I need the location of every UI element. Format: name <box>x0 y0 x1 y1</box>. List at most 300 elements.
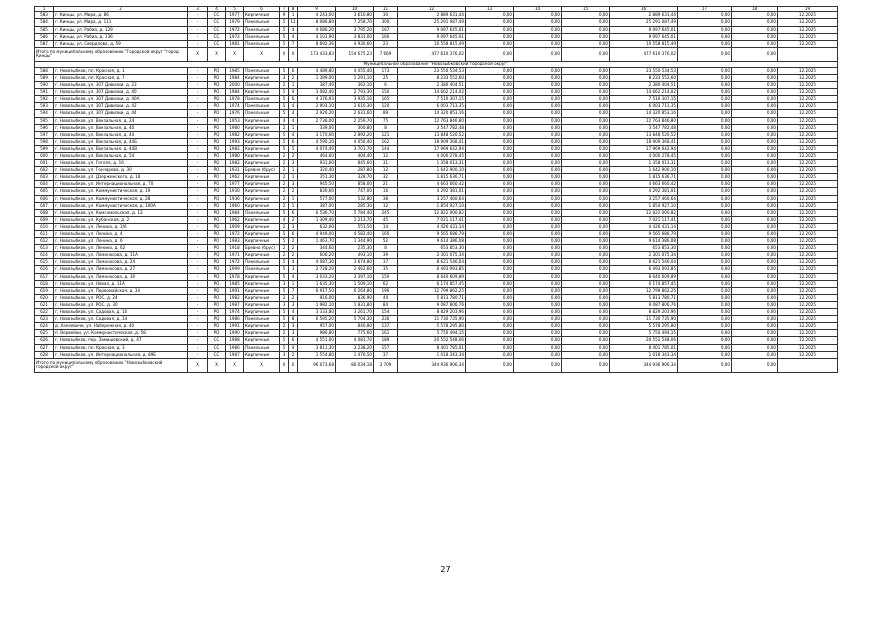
table-cell: 4 489,80 <box>298 67 336 74</box>
table-cell: 0,00 <box>678 74 732 81</box>
table-cell: 0,00 <box>678 287 732 294</box>
total-empty-cell <box>778 358 838 372</box>
table-cell: - <box>188 74 208 81</box>
column-number-cell: 11 <box>374 7 398 12</box>
table-cell: 916,00 <box>298 294 336 301</box>
table-cell: 84 <box>374 301 398 308</box>
table-cell: Панельные <box>244 33 280 40</box>
table-cell: 20 552 548,06 <box>398 337 466 344</box>
table-cell: 162 <box>374 138 398 145</box>
table-cell: 1971 <box>226 252 244 259</box>
table-cell: 4 055,40 <box>336 67 374 74</box>
table-cell: 0,00 <box>678 26 732 33</box>
table-cell: Панельные <box>244 67 280 74</box>
table-cell: 0,00 <box>562 12 610 19</box>
table-cell: Кирпичные <box>244 12 280 19</box>
table-cell: 0,00 <box>466 273 514 280</box>
table-cell: 0,00 <box>732 145 778 152</box>
table-row <box>35 259 838 266</box>
table-cell: 12.2025 <box>778 33 838 40</box>
table-cell: 3 831,00 <box>336 33 374 40</box>
table-cell: 230 <box>374 316 398 323</box>
table-cell: 0,00 <box>732 202 778 209</box>
table-cell: 11 730 735,90 <box>398 316 466 323</box>
table-cell: - <box>188 238 208 245</box>
table-row <box>35 309 838 316</box>
table-cell: 0,00 <box>562 337 610 344</box>
table-cell: - <box>188 89 208 96</box>
table-row <box>35 96 838 103</box>
table-cell: 4 949,00 <box>298 231 336 238</box>
table-cell: 4 376,93 <box>298 96 336 103</box>
table-cell: 0,00 <box>562 287 610 294</box>
table-cell: Кирпичные <box>244 273 280 280</box>
address-cell: д. Халеевичи, ул. Набережная, д. 40 <box>54 323 188 330</box>
table-cell: 150 <box>374 273 398 280</box>
table-cell: 0,00 <box>732 216 778 223</box>
table-cell: 7 021 117,41 <box>610 216 678 223</box>
table-cell: 0,00 <box>514 216 562 223</box>
table-cell: 1974 <box>226 103 244 110</box>
table-cell: 1982 <box>226 294 244 301</box>
table-cell: РО <box>208 245 226 252</box>
table-cell: РО <box>208 273 226 280</box>
table-cell: Кирпичные <box>244 195 280 202</box>
table-cell: 4 551,00 <box>298 337 336 344</box>
table-cell: 31 <box>374 160 398 167</box>
address-cell: г. Новозыбков, ул. Первомайская, д. 34 <box>54 287 188 294</box>
table-cell: 4 <box>289 344 298 351</box>
table-cell: 5 813 780,71 <box>398 294 466 301</box>
table-row <box>35 287 838 294</box>
table-cell: 12 822 000,82 <box>610 209 678 216</box>
table-cell: 12.2025 <box>778 252 838 259</box>
table-cell: 0,00 <box>466 231 514 238</box>
table-cell: 11 <box>290 19 296 25</box>
table-cell: 0,00 <box>466 316 514 323</box>
address-cell: г. Кинцы, ул. Свердлова, д. 59 <box>54 40 188 47</box>
table-cell: 0,00 <box>466 67 514 74</box>
table-cell: 591 <box>35 89 54 96</box>
table-cell: СС <box>208 33 226 40</box>
table-cell: 0,00 <box>678 202 732 209</box>
table-cell: 3 674,80 <box>336 259 374 266</box>
table-cell: 0,00 <box>514 26 562 33</box>
table-cell: 608 <box>35 209 54 216</box>
table-cell: 0,00 <box>466 301 514 308</box>
table-cell: Кирпичные <box>244 231 280 238</box>
table-cell: - <box>188 351 208 358</box>
table-cell: 0,00 <box>466 294 514 301</box>
table-cell: 626 <box>35 337 54 344</box>
table-cell: 1980 <box>226 152 244 159</box>
table-cell: 0,00 <box>514 124 562 131</box>
table-cell: Панельные <box>244 266 280 273</box>
table-cell: 0,00 <box>678 223 732 230</box>
table-cell: 0,00 <box>466 252 514 259</box>
table-cell: 12 822 000,82 <box>398 209 466 216</box>
table-cell: РО <box>208 330 226 337</box>
table-cell: 0,00 <box>732 89 778 96</box>
table-cell: РО <box>208 89 226 96</box>
table-cell: Кирпичные <box>244 294 280 301</box>
table-cell: 588 <box>35 67 54 74</box>
table-cell: 12.2025 <box>778 74 838 81</box>
table-cell: 5 <box>280 26 289 33</box>
table-row <box>35 40 838 47</box>
table-row <box>35 181 838 188</box>
table-cell: 7 258,70 <box>336 19 374 26</box>
total-zero-cell: 0,00 <box>732 47 778 61</box>
table-cell: 351,30 <box>298 174 336 181</box>
table-cell: Кирпичные <box>244 238 280 245</box>
table-cell: 830,00 <box>298 188 336 195</box>
table-cell: 4 087,30 <box>298 259 336 266</box>
table-cell: 328,70 <box>336 174 374 181</box>
table-cell: 12.2025 <box>778 202 838 209</box>
table-cell: 619 <box>35 287 54 294</box>
table-cell: 0,00 <box>514 273 562 280</box>
table-cell: 5 784,40 <box>336 209 374 216</box>
table-cell: 12.2025 <box>778 160 838 167</box>
table-cell: 1974 <box>226 309 244 316</box>
address-cell: г. Новозыбков, ул. Коммунистическая, д. 19 <box>54 188 188 195</box>
table-row <box>35 74 838 81</box>
table-cell: 845,60 <box>336 160 374 167</box>
table-cell: 1985 <box>226 280 244 287</box>
address-cell: г. Новозыбков, ул. Садовая, д. 10 <box>54 309 188 316</box>
table-cell: 1 344,90 <box>336 238 374 245</box>
table-cell: - <box>188 309 208 316</box>
table-cell: 4 <box>289 273 298 280</box>
table-cell: 0,00 <box>514 188 562 195</box>
table-cell: Кирпичные <box>244 323 280 330</box>
table-cell: 14 <box>374 223 398 230</box>
table-cell: 0,00 <box>678 266 732 273</box>
table-cell: 6 174 857,45 <box>398 280 466 287</box>
address-cell: г. Кинцы, ул. Мира, д. 86 <box>54 12 188 19</box>
table-cell: РО <box>208 103 226 110</box>
table-cell: 4 <box>289 110 298 117</box>
table-cell: РО <box>208 202 226 209</box>
table-cell: 0,00 <box>732 19 778 26</box>
table-cell: 0,00 <box>678 67 732 74</box>
table-cell: 37 <box>374 259 398 266</box>
table-cell: 7 510 307,15 <box>610 96 678 103</box>
table-cell: - <box>188 301 208 308</box>
total-x-cell: X <box>226 358 244 372</box>
table-cell: 12.2025 <box>778 323 838 330</box>
table-cell: 1985 <box>226 67 244 74</box>
table-cell: 5 <box>289 145 298 152</box>
table-cell: 5 <box>280 209 289 216</box>
table-cell: 0,00 <box>514 181 562 188</box>
table-cell: - <box>188 294 208 301</box>
table-cell: 1931 <box>226 167 244 174</box>
table-cell: 0,00 <box>514 174 562 181</box>
table-cell: 0,00 <box>732 309 778 316</box>
table-cell: 8 086,80 <box>298 19 336 26</box>
table-cell: 3 <box>289 301 298 308</box>
table-cell: 0,00 <box>562 188 610 195</box>
table-cell: 1 982,10 <box>298 301 336 308</box>
column-number-cell: 16 <box>610 7 678 12</box>
table-cell: 2 736,00 <box>298 117 336 124</box>
table-cell: 137 <box>374 323 398 330</box>
table-cell: 17 969 642,94 <box>610 145 678 152</box>
table-cell: 601 <box>35 160 54 167</box>
table-cell: 4 <box>289 89 298 96</box>
table-cell: - <box>188 138 208 145</box>
table-cell: 603 <box>35 174 54 181</box>
table-cell: 0,00 <box>562 103 610 110</box>
table-cell: 577,00 <box>298 195 336 202</box>
table-row <box>35 188 838 195</box>
total-area-cell: 154 675,23 <box>336 47 374 61</box>
table-cell: 3 701,70 <box>336 145 374 152</box>
table-cell: 0,00 <box>678 117 732 124</box>
total-x-cell: X <box>208 47 226 61</box>
table-cell: 1930 <box>226 188 244 195</box>
table-cell: 9 565 686,79 <box>610 231 678 238</box>
table-cell: 8 829 203,96 <box>610 309 678 316</box>
table-cell: 13 848 520,52 <box>398 131 466 138</box>
table-cell: 1986 <box>226 316 244 323</box>
table-cell: 5 <box>280 67 289 74</box>
address-cell: г. Кинцы, ул. Мира, д. 111 <box>54 19 188 26</box>
table-cell: 653 853,30 <box>610 245 678 252</box>
table-cell: 10 558 815,49 <box>610 40 678 47</box>
table-cell: Кирпичные <box>244 280 280 287</box>
table-cell: 0,00 <box>732 266 778 273</box>
table-cell: 12.2025 <box>778 188 838 195</box>
column-number-cell: 1 <box>35 7 54 12</box>
column-number-cell: 18 <box>732 7 778 12</box>
table-cell: 12.2025 <box>778 40 838 47</box>
table-cell: 0,00 <box>678 337 732 344</box>
table-cell: 5 <box>280 33 289 40</box>
table-cell: 0,00 <box>466 209 514 216</box>
table-cell: 1 509,10 <box>336 280 374 287</box>
table-cell: 0,00 <box>466 160 514 167</box>
table-cell: 10 558 815,49 <box>398 40 466 47</box>
page-number: 27 <box>440 565 451 574</box>
table-cell: 0,00 <box>732 33 778 40</box>
table-cell: 5 <box>280 89 289 96</box>
table-cell: 12.2025 <box>778 238 838 245</box>
table-cell: 0,00 <box>678 280 732 287</box>
table-row <box>35 131 838 138</box>
table-cell: 235,30 <box>336 245 374 252</box>
table-cell: 1981 <box>226 40 244 47</box>
table-cell: 4 292 381,01 <box>610 188 678 195</box>
table-cell: 0,00 <box>514 287 562 294</box>
table-cell: 0,00 <box>466 245 514 252</box>
table-cell: 1 358 013,31 <box>610 160 678 167</box>
table-cell: 12 <box>374 202 398 209</box>
total-cost-cell: 344 936 906,34 <box>610 358 678 372</box>
table-cell: 2 <box>289 245 298 252</box>
table-cell: 1980 <box>226 124 244 131</box>
table-cell: 12.2025 <box>778 287 838 294</box>
table-cell: 9 565 686,79 <box>398 231 466 238</box>
column-number-cell: 2 <box>54 7 188 12</box>
table-cell: 0,00 <box>466 351 514 358</box>
table-cell: 320,40 <box>298 167 336 174</box>
table-cell: Кирпичные <box>244 174 280 181</box>
table-cell: 1984 <box>226 209 244 216</box>
table-cell: - <box>188 330 208 337</box>
table-row <box>35 110 838 117</box>
table-cell: 12.2025 <box>778 19 838 26</box>
table-cell: - <box>188 323 208 330</box>
table-cell: 12 <box>374 167 398 174</box>
table-cell: - <box>188 117 208 124</box>
table-cell: 0,00 <box>562 252 610 259</box>
table-cell: РО <box>208 96 226 103</box>
table-row <box>35 216 838 223</box>
table-cell: 1 <box>289 82 298 89</box>
table-cell: 1962 <box>226 174 244 181</box>
table-cell: 0,00 <box>514 316 562 323</box>
table-cell: 0,00 <box>562 145 610 152</box>
table-cell: РО <box>208 131 226 138</box>
table-cell: - <box>188 152 208 159</box>
table-cell: 6 <box>289 96 298 103</box>
table-cell: 12 <box>374 152 398 159</box>
table-cell: 0,00 <box>562 138 610 145</box>
table-cell: 0,00 <box>732 26 778 33</box>
table-cell: 0,00 <box>678 259 732 266</box>
table-cell: Панельные <box>244 26 280 33</box>
table-cell: 9 097 645,01 <box>610 33 678 40</box>
table-cell: 614 <box>35 252 54 259</box>
table-cell: 0,00 <box>466 145 514 152</box>
table-cell: 623 <box>35 316 54 323</box>
table-cell: РО <box>208 82 226 89</box>
table-cell: 0,00 <box>562 238 610 245</box>
table-cell: РО <box>208 231 226 238</box>
table-cell: 0,00 <box>678 351 732 358</box>
table-cell: 120 <box>374 103 398 110</box>
table-cell: 4 <box>280 117 289 124</box>
table-cell: 0,00 <box>562 89 610 96</box>
table-cell: 12 799 862,25 <box>610 287 678 294</box>
table-cell: 0,00 <box>466 124 514 131</box>
table-cell: 2 <box>280 188 289 195</box>
table-cell: 0,00 <box>732 40 778 47</box>
table-cell: 0,00 <box>466 167 514 174</box>
table-cell: 493,10 <box>336 252 374 259</box>
table-cell: 1 213,70 <box>336 216 374 223</box>
table-cell: 1 <box>289 124 298 131</box>
table-cell: Кирпичные <box>244 117 280 124</box>
total-area-cell: 86 034,18 <box>336 358 374 372</box>
table-cell: 4 663 660,42 <box>398 181 466 188</box>
table-cell: 8 233 552,60 <box>610 74 678 81</box>
table-cell: 1977 <box>226 12 244 19</box>
table-cell: СС <box>208 351 226 358</box>
total-x-cell: X <box>188 358 208 372</box>
table-cell: 189 <box>374 337 398 344</box>
table-cell: 2 <box>289 252 298 259</box>
table-cell: 2 889 631,44 <box>610 12 678 19</box>
table-row <box>35 209 838 216</box>
table-cell: Панельные <box>244 259 280 266</box>
table-cell: 0,00 <box>562 124 610 131</box>
address-cell: г. Новозыбков, ул. Новая, д. 11А <box>54 280 188 287</box>
table-cell: 12.2025 <box>778 110 838 117</box>
table-cell: 4 <box>289 103 298 110</box>
table-cell: 0,00 <box>562 209 610 216</box>
table-cell: 6 595,20 <box>298 316 336 323</box>
total-x-cell: X <box>226 47 244 61</box>
table-cell: 3 <box>280 74 289 81</box>
table-cell: 5 <box>280 266 289 273</box>
table-cell: 1960 <box>226 202 244 209</box>
table-cell: 0,00 <box>466 259 514 266</box>
table-cell: 1978 <box>226 273 244 280</box>
total-cost-cell: 344 936 906,34 <box>398 358 466 372</box>
table-cell: 0,00 <box>732 167 778 174</box>
table-cell: 3 <box>280 301 289 308</box>
table-cell: 1 <box>289 202 298 209</box>
column-number-cell: 9 <box>298 7 336 12</box>
table-cell: 4 081,70 <box>336 337 374 344</box>
table-cell: РО <box>208 280 226 287</box>
table-cell: 0,00 <box>732 131 778 138</box>
table-cell: 598 <box>35 138 54 145</box>
table-cell: 0,00 <box>562 259 610 266</box>
table-cell: 1978 <box>226 96 244 103</box>
table-cell: 0,00 <box>678 231 732 238</box>
table-cell: 0,00 <box>678 181 732 188</box>
table-cell: 8 401 785,01 <box>398 344 466 351</box>
address-cell: г. Новозыбков, ул. Интернациональная, д. 70 <box>54 181 188 188</box>
table-cell: 0,00 <box>514 74 562 81</box>
total-zero-cell: 0,00 <box>562 47 610 61</box>
address-cell: г. Новозыбков, ул. Коммунистическая, д. 100А <box>54 202 188 209</box>
table-cell: 5 <box>280 316 289 323</box>
table-cell: - <box>188 202 208 209</box>
table-cell: 12.2025 <box>778 273 838 280</box>
table-cell: 23 550 534,53 <box>610 67 678 74</box>
table-cell: 589 <box>35 74 54 81</box>
table-cell: 615 <box>35 259 54 266</box>
table-cell: 0,00 <box>732 330 778 337</box>
table-cell: - <box>188 266 208 273</box>
table-cell: 5 <box>280 138 289 145</box>
table-cell: - <box>188 26 208 33</box>
table-cell: 4 101,90 <box>298 33 336 40</box>
table-cell: 165 <box>374 96 398 103</box>
table-cell: 0,00 <box>732 12 778 19</box>
table-cell: 75 <box>374 117 398 124</box>
table-cell: Кирпичные <box>244 337 280 344</box>
table-cell: 0,00 <box>678 301 732 308</box>
table-cell: 2 259,70 <box>336 117 374 124</box>
table-cell: 2 793,30 <box>336 89 374 96</box>
table-cell: РО <box>208 309 226 316</box>
table-cell: 0,00 <box>732 238 778 245</box>
table-cell: 0,00 <box>732 323 778 330</box>
table-cell: 6 917,50 <box>298 287 336 294</box>
table-cell: 840,80 <box>336 323 374 330</box>
table-cell: 1909 <box>226 223 244 230</box>
table-cell: 5 <box>280 344 289 351</box>
table-cell: Кирпичные <box>244 138 280 145</box>
table-cell: 3 547 782,48 <box>610 124 678 131</box>
